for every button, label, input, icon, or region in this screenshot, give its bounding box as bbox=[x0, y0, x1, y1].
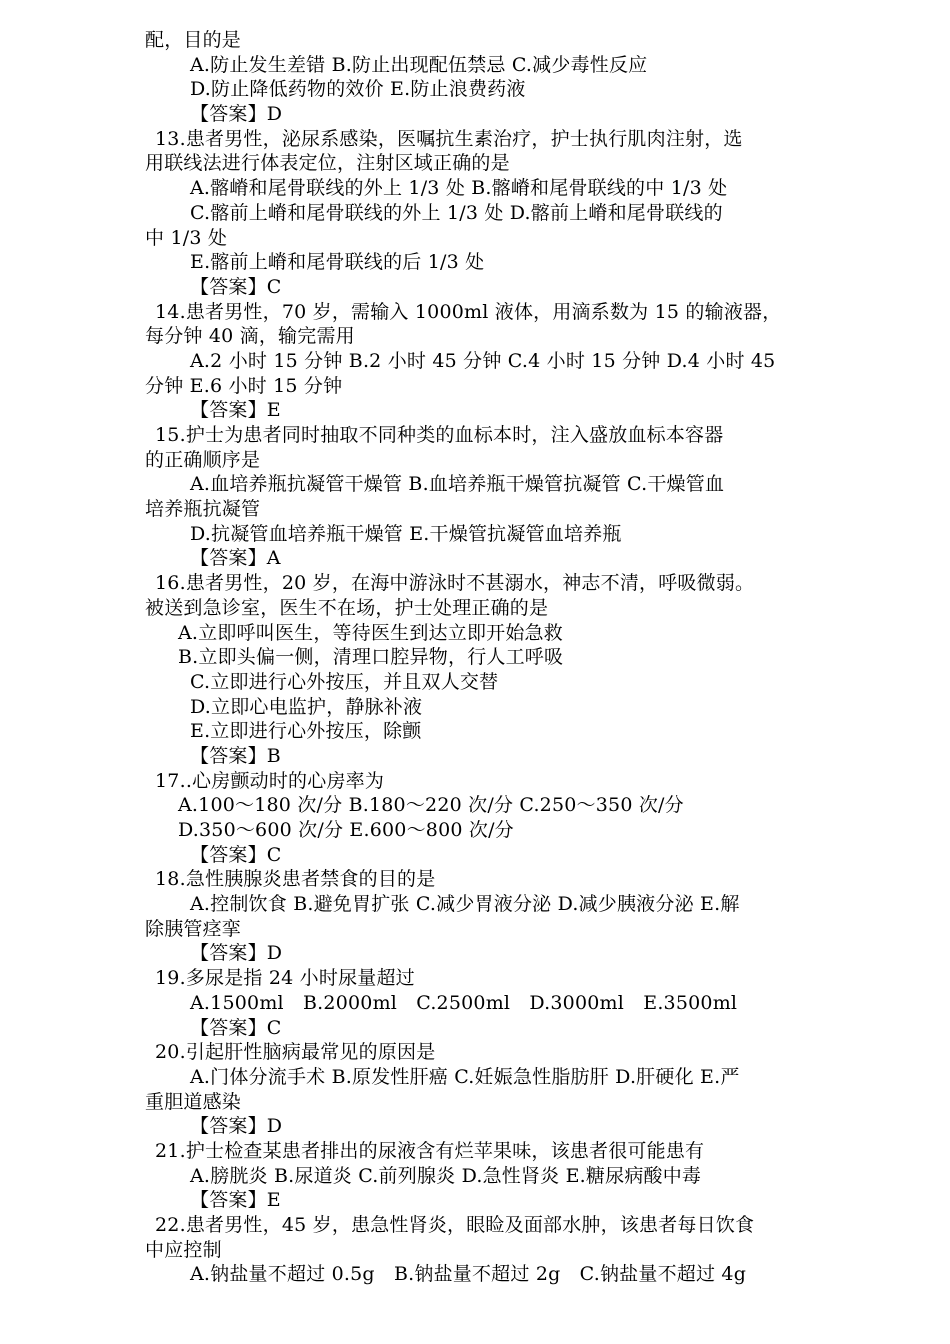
question-text: 用联线法进行体表定位，注射区域正确的是 bbox=[145, 152, 510, 175]
option-line: C.立即进行心外按压，并且双人交替 bbox=[190, 670, 499, 693]
option-line: D.350～600 次/分 E.600～800 次/分 bbox=[178, 819, 514, 841]
answer-line: 【答案】C bbox=[190, 843, 282, 866]
question-text: 被送到急诊室，医生不在场，护士处理正确的是 bbox=[145, 596, 549, 619]
option-line: B.立即头偏一侧，清理口腔异物，行人工呼吸 bbox=[178, 646, 564, 669]
option-line: 重胆道感染 bbox=[145, 1090, 242, 1113]
option-line: A.立即呼叫医生，等待医生到达立即开始急救 bbox=[178, 621, 563, 644]
option-line: C.髂前上嵴和尾骨联线的外上 1/3 处 D.髂前上嵴和尾骨联线的 bbox=[190, 201, 723, 224]
option-line: D.防止降低药物的效价 E.防止浪费药液 bbox=[190, 78, 526, 101]
question-text: 18.急性胰腺炎患者禁食的目的是 bbox=[155, 868, 436, 891]
option-line: A.髂嵴和尾骨联线的外上 1/3 处 B.髂嵴和尾骨联线的中 1/3 处 bbox=[190, 177, 728, 200]
question-text: 22.患者男性，45 岁，患急性肾炎，眼睑及面部水肿，该患者每日饮食 bbox=[155, 1214, 755, 1236]
option-line: A.1500ml B.2000ml C.2500ml D.3000ml E.3500ml bbox=[190, 991, 738, 1014]
option-line: A.钠盐量不超过 0.5g B.钠盐量不超过 2g C.钠盐量不超过 4g bbox=[190, 1263, 747, 1286]
option-line: A.门体分流手术 B.原发性肝癌 C.妊娠急性脂肪肝 D.肝硬化 E.严 bbox=[190, 1065, 740, 1088]
question-text: 14.患者男性，70 岁，需输入 1000ml 液体，用滴系数为 15 的输液器， bbox=[155, 300, 782, 323]
question-text: 17..心房颤动时的心房率为 bbox=[155, 769, 385, 792]
option-line: E.立即进行心外按压，除颤 bbox=[190, 720, 422, 743]
answer-line: 【答案】C bbox=[190, 275, 282, 298]
answer-line: 【答案】E bbox=[190, 399, 281, 422]
question-text: 配，目的是 bbox=[145, 29, 242, 51]
option-line: E.髂前上嵴和尾骨联线的后 1/3 处 bbox=[190, 251, 485, 274]
answer-line: 【答案】D bbox=[190, 942, 283, 965]
option-line: 除胰管痉挛 bbox=[145, 917, 242, 940]
option-line: A.控制饮食 B.避免胃扩张 C.减少胃液分泌 D.减少胰液分泌 E.解 bbox=[190, 893, 740, 916]
question-text: 20.引起肝性脑病最常见的原因是 bbox=[155, 1041, 436, 1064]
answer-line: 【答案】D bbox=[190, 103, 283, 126]
option-line: 培养瓶抗凝管 bbox=[145, 498, 261, 521]
option-line: D.抗凝管血培养瓶干燥管 E.干燥管抗凝管血培养瓶 bbox=[190, 522, 622, 545]
answer-line: 【答案】D bbox=[190, 1115, 283, 1138]
question-text: 的正确顺序是 bbox=[145, 448, 261, 471]
option-line: A.2 小时 15 分钟 B.2 小时 45 分钟 C.4 小时 15 分钟 D.4 小时 45 bbox=[190, 349, 776, 372]
option-line: A.100～180 次/分 B.180～220 次/分 C.250～350 次/分 bbox=[178, 794, 684, 817]
answer-line: 【答案】C bbox=[190, 1016, 282, 1039]
option-line: D.立即心电监护，静脉补液 bbox=[190, 695, 423, 718]
question-text: 19.多尿是指 24 小时尿量超过 bbox=[155, 967, 415, 990]
question-text: 15.护士为患者同时抽取不同种类的血标本时，注入盛放血标本容器 bbox=[155, 424, 724, 446]
option-line: A.血培养瓶抗凝管干燥管 B.血培养瓶干燥管抗凝管 C.干燥管血 bbox=[190, 473, 725, 496]
option-line: 分钟 E.6 小时 15 分钟 bbox=[145, 374, 343, 397]
answer-line: 【答案】B bbox=[190, 744, 281, 767]
document-page bbox=[0, 28, 950, 1287]
option-line: A.防止发生差错 B.防止出现配伍禁忌 C.减少毒性反应 bbox=[190, 53, 648, 76]
question-text: 21.护士检查某患者排出的尿液含有烂苹果味，该患者很可能患有 bbox=[155, 1139, 705, 1162]
question-text: 16.患者男性，20 岁，在海中游泳时不甚溺水，神志不清，呼吸微弱。 bbox=[155, 572, 755, 595]
question-text: 中应控制 bbox=[145, 1238, 222, 1261]
option-line: 中 1/3 处 bbox=[145, 226, 228, 249]
answer-line: 【答案】A bbox=[190, 547, 281, 570]
answer-line: 【答案】E bbox=[190, 1189, 281, 1212]
question-text: 13.患者男性，泌尿系感染，医嘱抗生素治疗，护士执行肌肉注射，选 bbox=[155, 127, 743, 150]
option-line: A.膀胱炎 B.尿道炎 C.前列腺炎 D.急性肾炎 E.糖尿病酸中毒 bbox=[190, 1164, 702, 1187]
question-text: 每分钟 40 滴，输完需用 bbox=[145, 325, 355, 348]
